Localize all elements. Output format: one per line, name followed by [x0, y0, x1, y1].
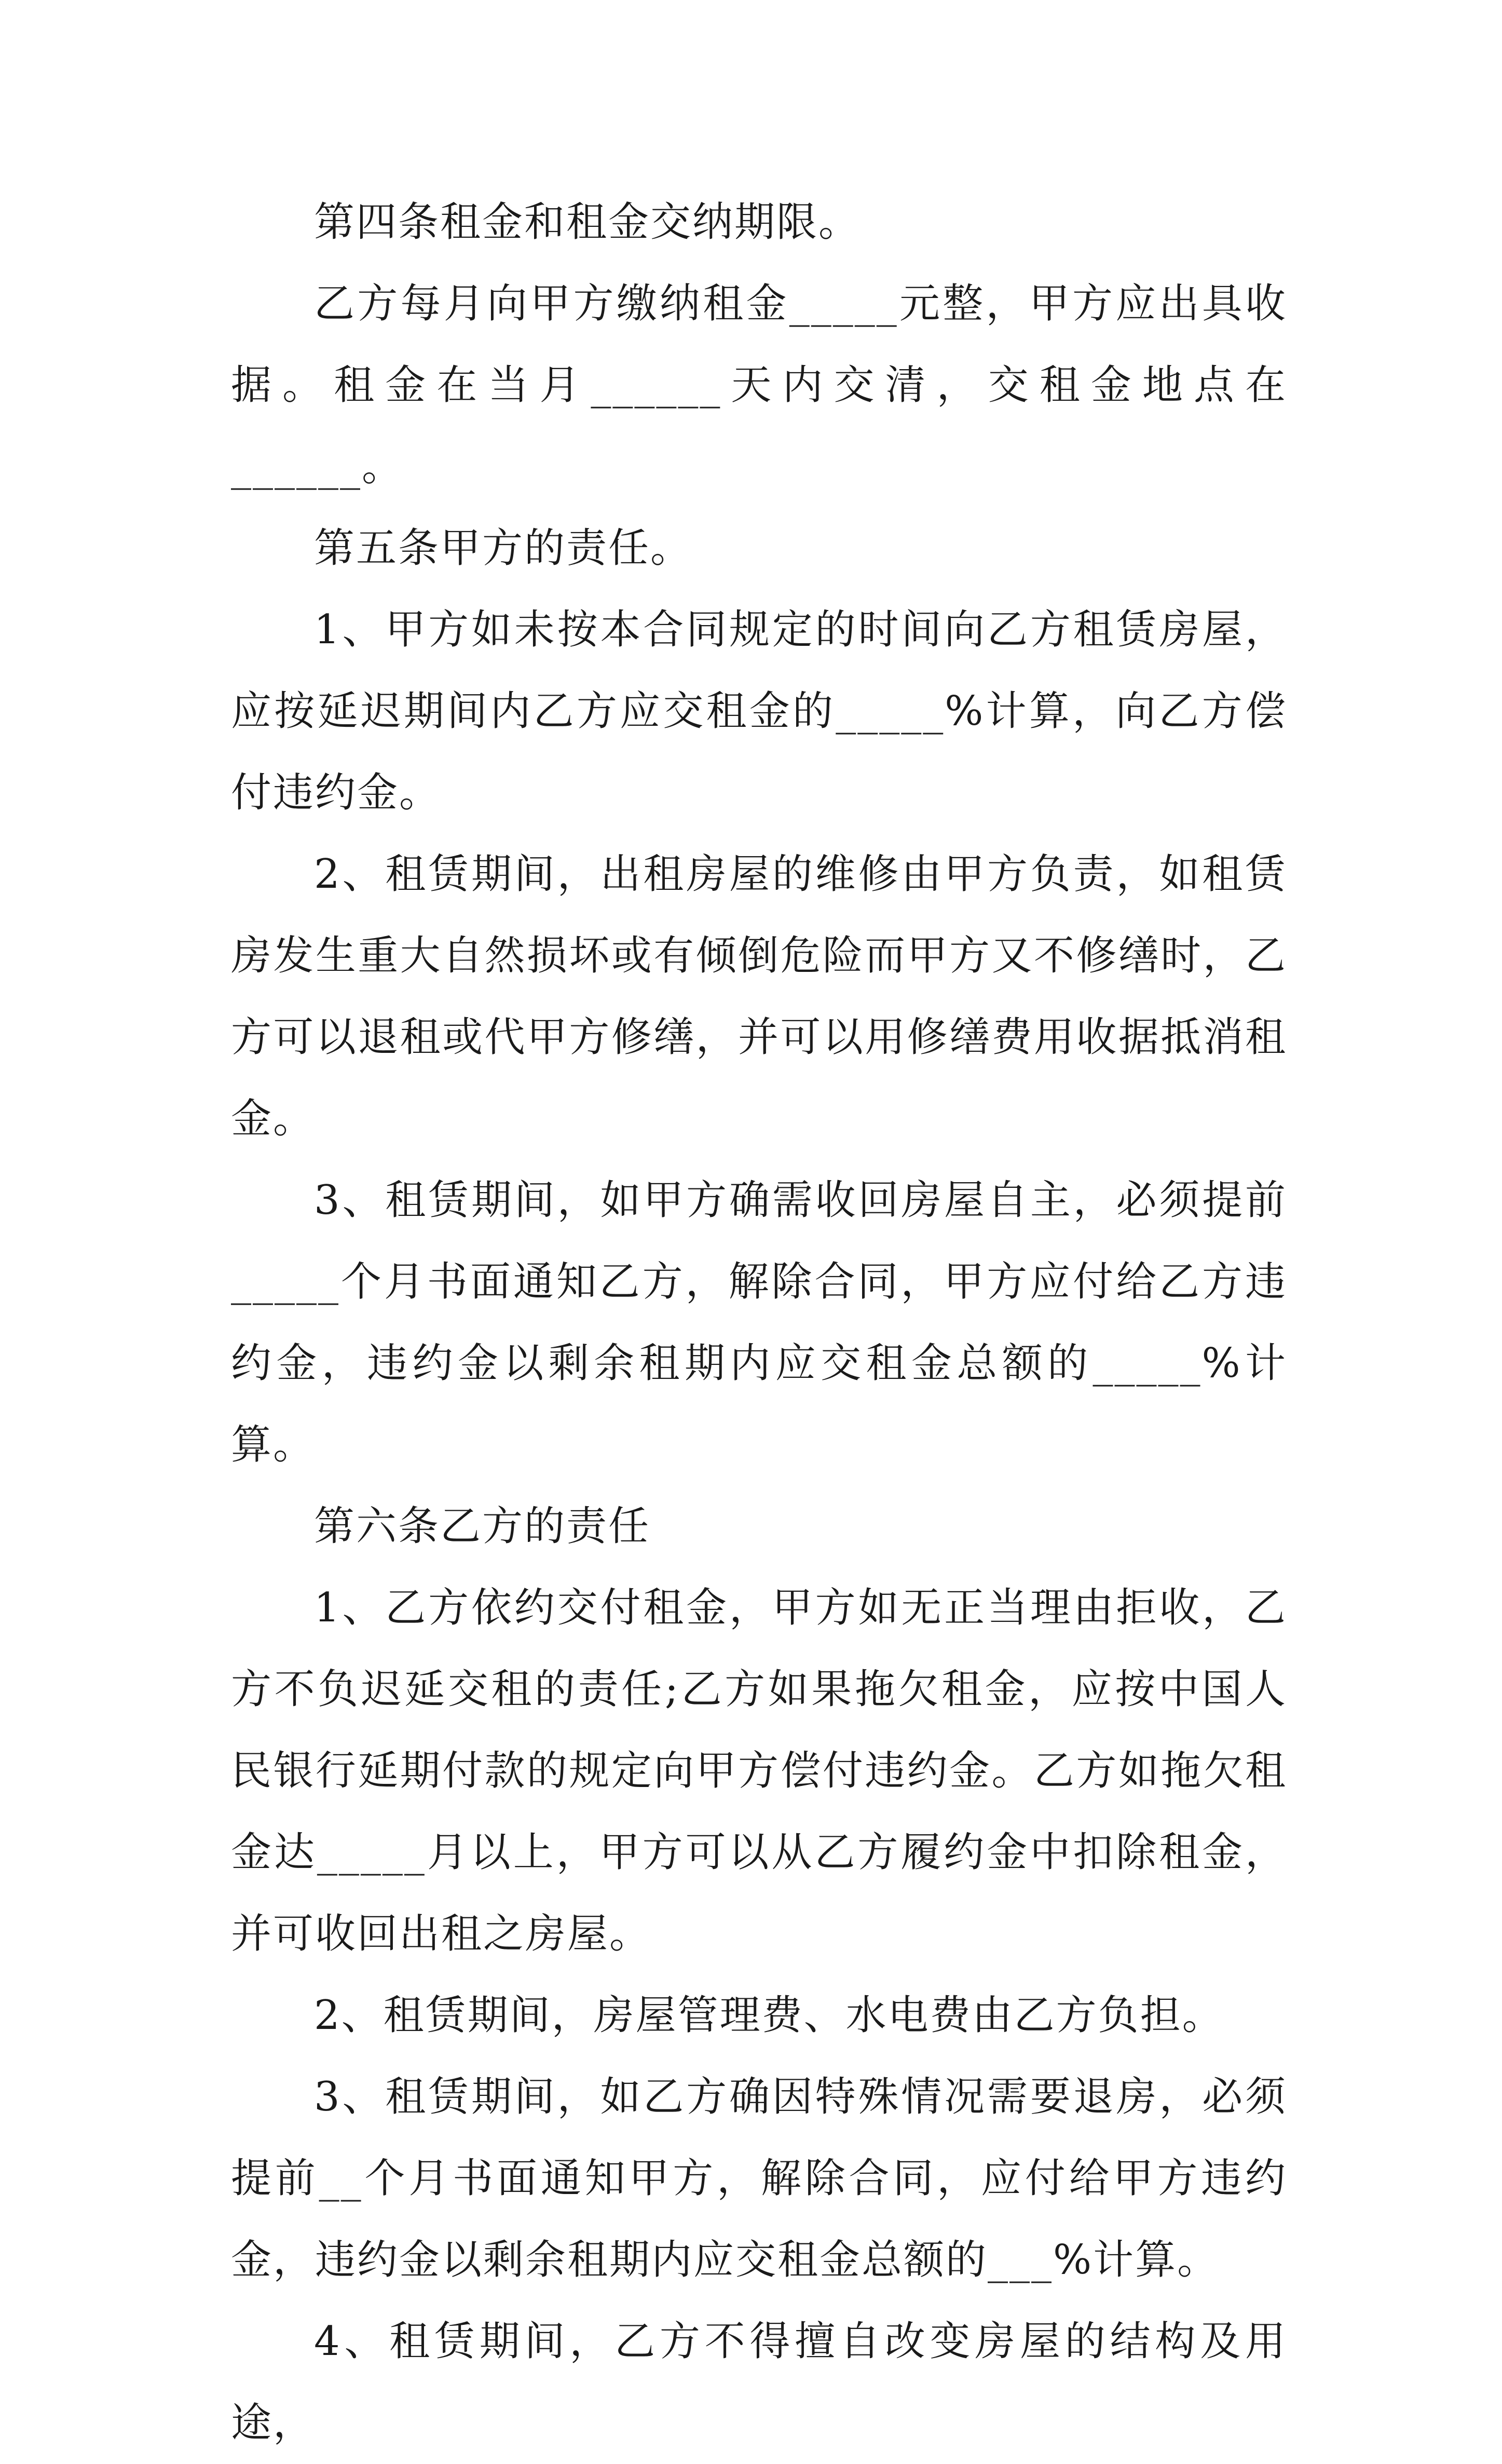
article-4-heading: 第四条租金和租金交纳期限。 [314, 199, 861, 246]
article-6-clause-4: 4、租赁期间，乙方不得擅自改变房屋的结构及用途， [231, 2318, 1287, 2446]
article-6-clause-3: 3、租赁期间，如乙方确因特殊情况需要退房，必须提前__个月书面通知甲方，解除合同，应付给甲方违约金，违约金以剩余租期内应交租金总额的___%计算。 [231, 2074, 1287, 2283]
article-5-clause-3: 3、租赁期间，如甲方确需收回房屋自主，必须提前_____个月书面通知乙方，解除合同，甲方应付给乙方违约金，违约金以剩余租期内应交租金总额的_____%计算。 [231, 1177, 1287, 1468]
article-5-heading: 第五条甲方的责任。 [314, 525, 693, 572]
article-4-rent-payment: 乙方每月向甲方缴纳租金_____元整，甲方应出具收据。租金在当月______天内交清，交租金地点在______。 [231, 280, 1287, 490]
article-6-heading: 第六条乙方的责任 [314, 1503, 651, 1550]
article-6-clause-1: 1、乙方依约交付租金，甲方如无正当理由拒收，乙方不负迟延交租的责任;乙方如果拖欠租金，应按中国人民银行延期付款的规定向甲方偿付违约金。乙方如拖欠租金达_____月以上，甲方可以从乙方履约金中扣除租金，并可收回出租之房屋。 [231, 1585, 1287, 1957]
article-5-clause-1: 1、甲方如未按本合同规定的时间向乙方租赁房屋，应按延迟期间内乙方应交租金的_____%计算，向乙方偿付违约金。 [231, 606, 1287, 816]
article-6-clause-2: 2、租赁期间，房屋管理费、水电费由乙方负担。 [314, 1992, 1224, 2039]
document-body [231, 182, 1287, 2464]
article-5-clause-2: 2、租赁期间，出租房屋的维修由甲方负责，如租赁房发生重大自然损坏或有倾倒危险而甲方又不修缮时，乙方可以退租或代甲方修缮，并可以用修缮费用收据抵消租金。 [231, 851, 1287, 1142]
